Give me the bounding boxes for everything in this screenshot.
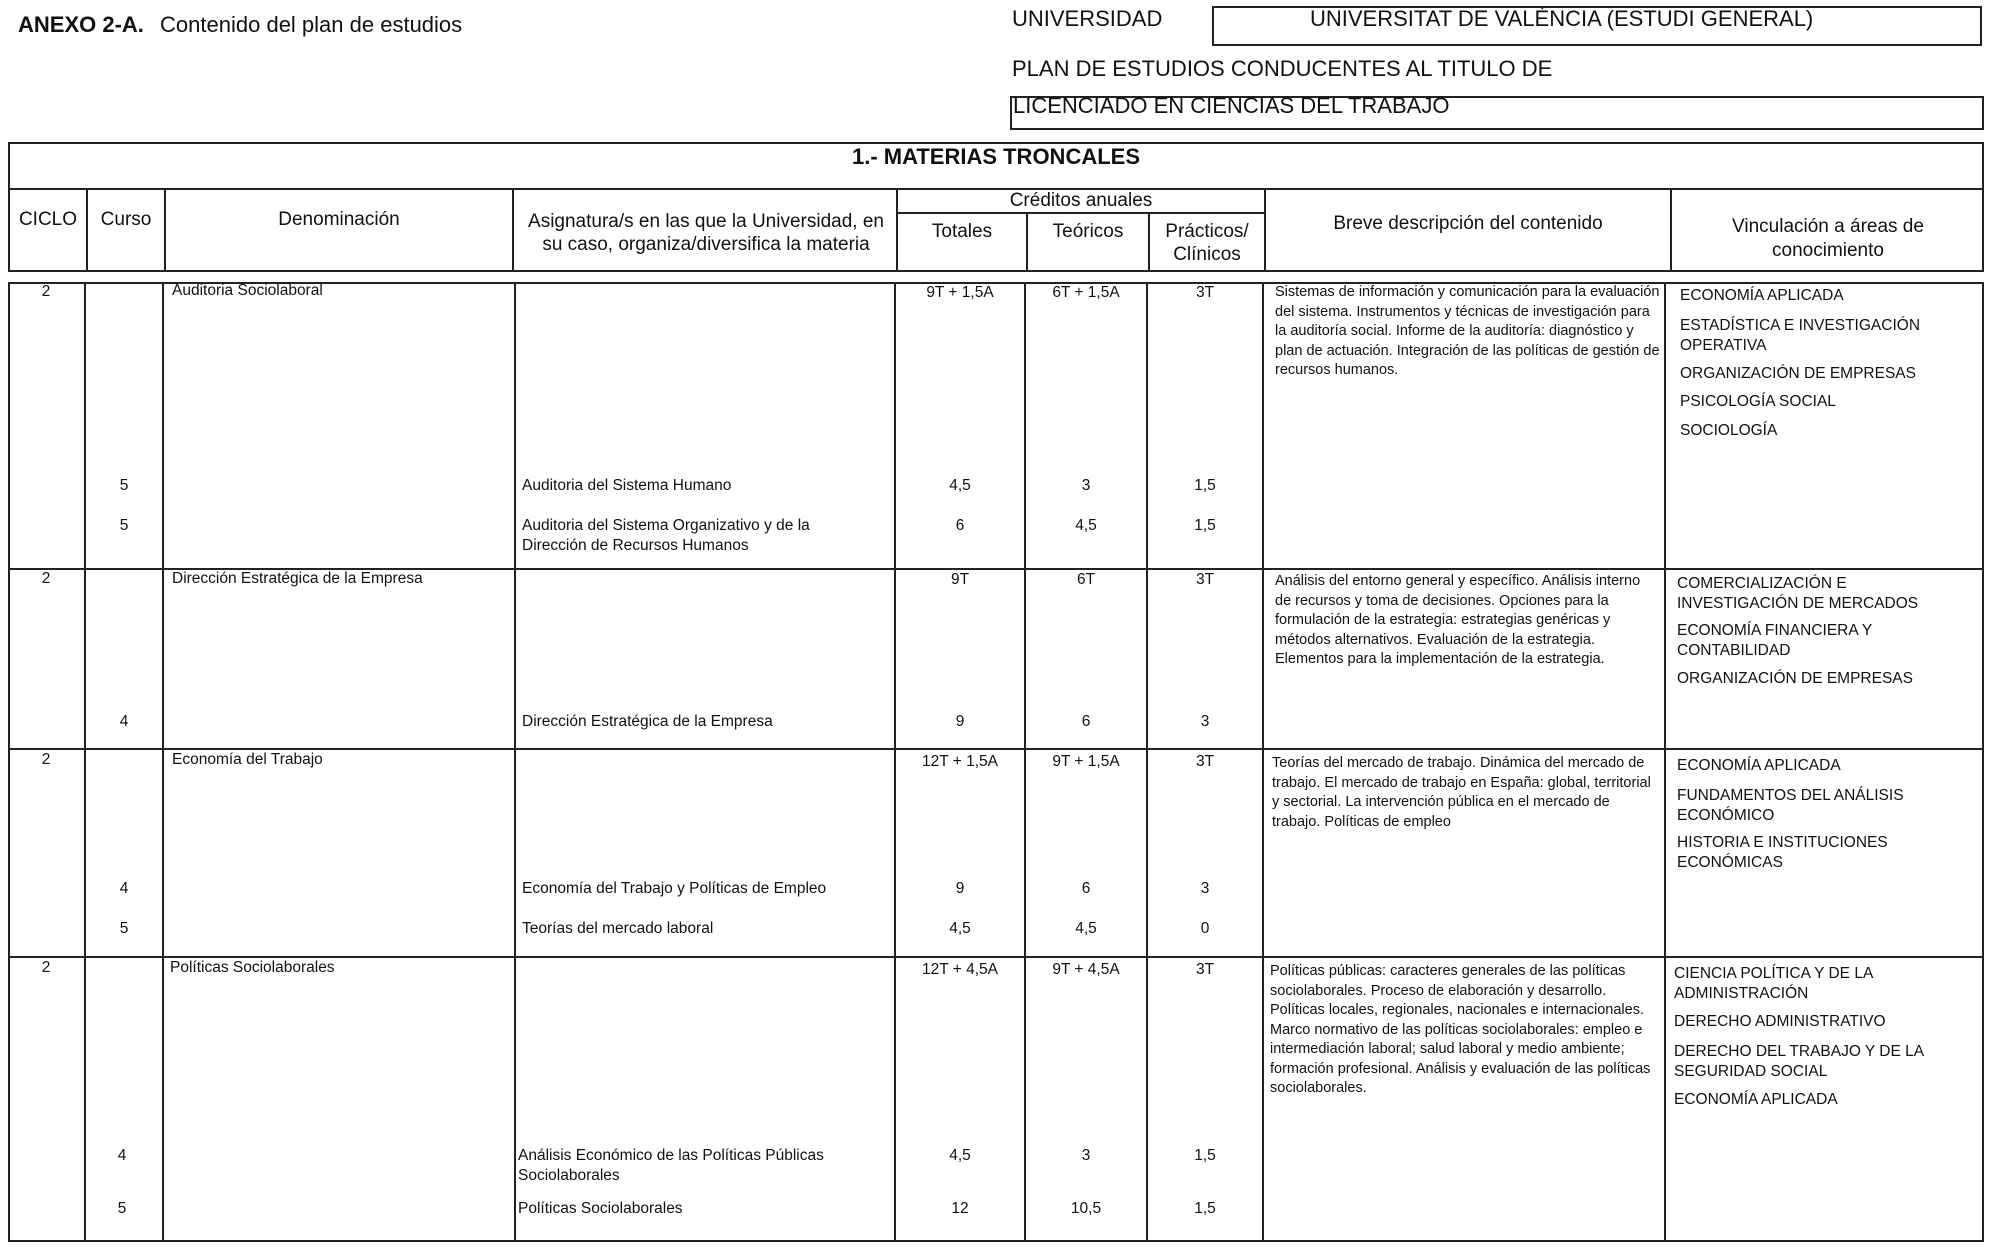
denominacion: Políticas Sociolaborales	[170, 959, 335, 976]
descripcion: Políticas públicas: caracteres generales de las políticas sociolaborales. Proceso de elaboración y desarrollo. Políticas locales, regionales, nacionales e internacionales. Marco normativo de las políticas sociolaborales: empleo e intermediación laboral; salud laboral y medio ambiente; formación profesional. Análisis y evaluación de las políticas sociolaborales.	[1270, 963, 1651, 1096]
asignatura-totales: 4,5	[949, 477, 971, 494]
area: COMERCIALIZACIÓN E INVESTIGACIÓN DE MERCADOS	[1677, 575, 1919, 612]
asignatura-totales: 9	[955, 880, 965, 897]
asignatura-totales: 4,5	[949, 1147, 971, 1164]
col-creditos: Créditos anuales	[1009, 190, 1153, 211]
asignatura-name: Auditoria del Sistema Humano	[522, 477, 732, 494]
annex-label: ANEXO 2-A.	[18, 12, 144, 37]
teoricos: 6T	[1076, 571, 1096, 588]
area: ORGANIZACIÓN DE EMPRESAS	[1677, 670, 1913, 687]
area: DERECHO ADMINISTRATIVO	[1674, 1013, 1886, 1030]
teoricos: 9T + 1,5A	[1052, 753, 1120, 770]
asignatura-name: Economía del Trabajo y Políticas de Empleo	[522, 880, 827, 897]
ciclo-value: 2	[41, 570, 51, 587]
col-curso: Curso	[100, 209, 152, 230]
curso-value: 4	[119, 713, 129, 730]
curso-value: 4	[117, 1147, 127, 1164]
asignatura-teoricos: 3	[1081, 477, 1091, 494]
area: FUNDAMENTOS DEL ANÁLISIS ECONÓMICO	[1677, 787, 1904, 824]
ciclo-value: 2	[41, 283, 51, 300]
col-vinculacion-1: Vinculación a áreas de	[1732, 216, 1924, 237]
col-practicos-2: Clínicos	[1173, 244, 1241, 265]
col-descripcion: Breve descripción del contenido	[1333, 213, 1603, 234]
totales: 9T + 1,5A	[926, 284, 994, 301]
col-asignatura-1: Asignatura/s en las que la Universidad, en	[528, 211, 884, 232]
curso-value: 4	[119, 880, 129, 897]
ciclo-value: 2	[41, 751, 51, 768]
universidad-value: UNIVERSITAT DE VALÈNCIA (ESTUDI GENERAL)	[1310, 6, 1814, 31]
col-totales: Totales	[931, 221, 993, 242]
area: ECONOMÍA APLICADA	[1674, 1091, 1838, 1108]
asignatura-practicos: 1,5	[1194, 517, 1216, 534]
totales: 12T + 4,5A	[922, 961, 998, 978]
denominacion: Auditoria Sociolaboral	[172, 282, 323, 299]
asignatura-name: Auditoria del Sistema Organizativo y de la Dirección de Recursos Humanos	[522, 517, 810, 554]
practicos: 3T	[1195, 571, 1215, 588]
asignatura-name: Dirección Estratégica de la Empresa	[522, 713, 773, 730]
area: ORGANIZACIÓN DE EMPRESAS	[1680, 365, 1916, 382]
asignatura-totales: 6	[955, 517, 965, 534]
col-vinculacion-2: conocimiento	[1772, 240, 1884, 261]
curso-value: 5	[119, 477, 129, 494]
annex-title: Contenido del plan de estudios	[160, 12, 463, 37]
col-ciclo: CICLO	[18, 209, 78, 230]
asignatura-teoricos: 6	[1081, 713, 1091, 730]
practicos: 3T	[1195, 753, 1215, 770]
teoricos: 9T + 4,5A	[1052, 961, 1120, 978]
asignatura-name: Análisis Económico de las Políticas Públicas Sociolaborales	[518, 1147, 824, 1184]
asignatura-teoricos: 4,5	[1075, 517, 1097, 534]
asignatura-name: Teorías del mercado laboral	[522, 920, 714, 937]
asignatura-totales: 4,5	[949, 920, 971, 937]
ciclo-value: 2	[41, 959, 51, 976]
teoricos: 6T + 1,5A	[1052, 284, 1120, 301]
area: SOCIOLOGÍA	[1680, 422, 1778, 439]
practicos: 3T	[1195, 961, 1215, 978]
asignatura-name: Políticas Sociolaborales	[518, 1200, 683, 1217]
curso-value: 5	[117, 1200, 127, 1217]
descripcion: Sistemas de información y comunicación para la evaluación del sistema. Instrumentos y técnicas de investigación para la auditoría social. Informe de la auditoría: diagnóstico y plan de actuación. Integración de las políticas de gestión de recursos humanos.	[1275, 284, 1660, 378]
area: ESTADÍSTICA E INVESTIGACIÓN OPERATIVA	[1680, 317, 1921, 354]
totales: 12T + 1,5A	[922, 753, 998, 770]
area: CIENCIA POLÍTICA Y DE LA ADMINISTRACIÓN	[1674, 965, 1873, 1002]
asignatura-teoricos: 10,5	[1070, 1200, 1102, 1217]
area: PSICOLOGÍA SOCIAL	[1680, 393, 1836, 410]
denominacion: Economía del Trabajo	[172, 751, 323, 768]
area: HISTORIA E INSTITUCIONES ECONÓMICAS	[1677, 834, 1888, 871]
asignatura-teoricos: 4,5	[1075, 920, 1097, 937]
area: ECONOMÍA FINANCIERA Y CONTABILIDAD	[1677, 622, 1872, 659]
area: ECONOMÍA APLICADA	[1680, 287, 1844, 304]
totales: 9T	[950, 571, 970, 588]
descripcion: Análisis del entorno general y específico. Análisis interno de recursos y toma de decisiones. Opciones para la formulación de la estrategia: estrategias genéricas y métodos alternativos. Evaluación de la estrategia. Elementos para la implementación de la estrategia.	[1275, 573, 1641, 667]
asignatura-practicos: 1,5	[1194, 1200, 1216, 1217]
asignatura-teoricos: 3	[1081, 1147, 1091, 1164]
denominacion: Dirección Estratégica de la Empresa	[172, 570, 423, 587]
universidad-label: UNIVERSIDAD	[1012, 6, 1163, 31]
asignatura-teoricos: 6	[1081, 880, 1091, 897]
descripcion: Teorías del mercado de trabajo. Dinámica del mercado de trabajo. El mercado de trabajo en España: global, territorial y sectorial. La intervención pública en el mercado de trabajo. Políticas de empleo	[1272, 755, 1651, 830]
asignatura-practicos: 3	[1200, 880, 1210, 897]
asignatura-totales: 12	[951, 1200, 969, 1217]
col-asignatura-2: su caso, organiza/diversifica la materia	[542, 234, 870, 255]
titulo-value: LICENCIADO EN CIENCIAS DEL TRABAJO	[1013, 93, 1450, 118]
curso-value: 5	[119, 517, 129, 534]
plan-label: PLAN DE ESTUDIOS CONDUCENTES AL TITULO DE	[1012, 56, 1553, 81]
asignatura-practicos: 3	[1200, 713, 1210, 730]
annex-heading	[18, 12, 462, 38]
asignatura-practicos: 1,5	[1194, 477, 1216, 494]
area: ECONOMÍA APLICADA	[1677, 757, 1841, 774]
practicos: 3T	[1195, 284, 1215, 301]
asignatura-practicos: 1,5	[1194, 1147, 1216, 1164]
col-denominacion: Denominación	[278, 209, 400, 230]
asignatura-totales: 9	[955, 713, 965, 730]
table-title: 1.- MATERIAS TRONCALES	[851, 144, 1141, 169]
area: DERECHO DEL TRABAJO Y DE LA SEGURIDAD SOCIAL	[1674, 1043, 1924, 1080]
col-teoricos: Teóricos	[1052, 221, 1124, 242]
asignatura-practicos: 0	[1200, 920, 1210, 937]
col-practicos-1: Prácticos/	[1165, 221, 1249, 242]
curso-value: 5	[119, 920, 129, 937]
